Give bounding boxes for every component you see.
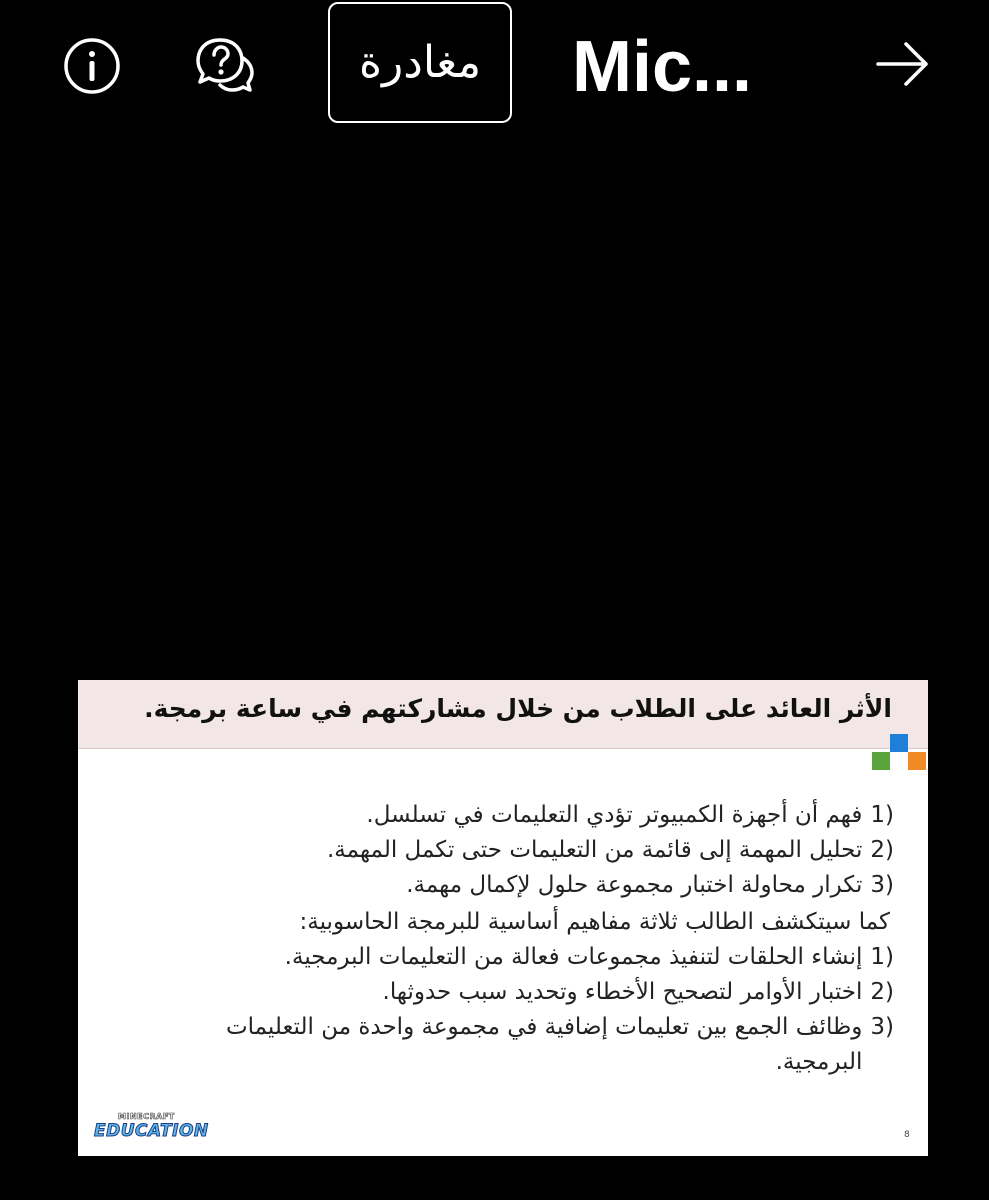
list-item-text: تحليل المهمة إلى قائمة من التعليمات حتى تكمل المهمة. xyxy=(327,837,863,863)
decor-squares xyxy=(872,732,928,772)
slide-page-number: 8 xyxy=(904,1130,910,1140)
logo-main-text: EDUCATION xyxy=(94,1121,209,1141)
list-item-number: 3) xyxy=(870,872,894,898)
list-item xyxy=(134,975,894,1010)
minecraft-education-logo xyxy=(92,1112,209,1146)
meeting-title: Mic... xyxy=(572,27,753,107)
list-item-number: 1) xyxy=(870,944,894,970)
list-item xyxy=(134,940,894,975)
list-item-number: 3) xyxy=(870,1014,894,1040)
concepts-intro: كما سيتكشف الطالب ثلاثة مفاهيم أساسية للبرمجة الحاسوبية: xyxy=(299,909,890,935)
info-button[interactable] xyxy=(62,36,122,96)
list-item-text: وظائف الجمع بين تعليمات إضافية في مجموعة واحدة من التعليمات البرمجية. xyxy=(225,1014,863,1075)
list-item xyxy=(134,1010,894,1080)
square-green xyxy=(872,752,890,770)
top-toolbar xyxy=(0,0,989,130)
slide-body xyxy=(134,798,894,1080)
list-item-number: 2) xyxy=(870,837,894,863)
slide-header xyxy=(78,680,928,749)
list-item-text: تكرار محاولة اختبار مجموعة حلول لإكمال مهمة. xyxy=(406,872,863,898)
info-icon xyxy=(62,36,122,96)
list-item xyxy=(134,833,894,868)
logo-top-text: MINECRAFT xyxy=(118,1112,175,1121)
slide-title: الأثر العائد على الطلاب من خلال مشاركتهم في ساعة برمجة. xyxy=(144,694,892,723)
chat-question-icon xyxy=(192,34,258,96)
list-item xyxy=(134,798,894,833)
list-item-text: إنشاء الحلقات لتنفيذ مجموعات فعالة من التعليمات البرمجية. xyxy=(284,944,863,970)
leave-button-label: مغادرة xyxy=(358,37,482,88)
chat-help-button[interactable] xyxy=(192,34,258,96)
list-item-text: فهم أن أجهزة الكمبيوتر تؤدي التعليمات في تسلسل. xyxy=(366,802,863,828)
list-item xyxy=(134,868,894,903)
shared-slide xyxy=(78,680,928,1156)
square-blue xyxy=(890,734,908,752)
list-item-number: 1) xyxy=(870,802,894,828)
square-orange xyxy=(908,752,926,770)
list-item-number: 2) xyxy=(870,979,894,1005)
next-button[interactable] xyxy=(872,36,934,92)
leave-button[interactable] xyxy=(328,2,512,123)
arrow-right-icon xyxy=(872,36,934,92)
list-item-text: اختبار الأوامر لتصحيح الأخطاء وتحديد سبب حدوثها. xyxy=(382,979,863,1005)
